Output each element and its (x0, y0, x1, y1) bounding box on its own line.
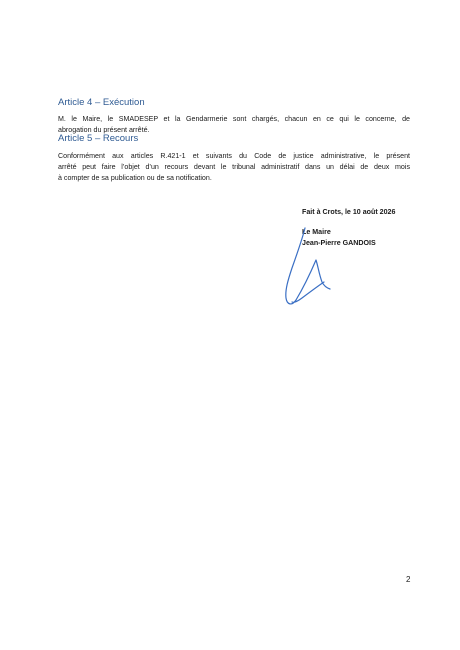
signatory-role: Le Maire (302, 228, 331, 236)
handwritten-signature (280, 226, 340, 312)
article-5-line: arrêté peut faire l’objet d’un recours devant le tribunal administratif dans un délai de deux mois (58, 162, 410, 171)
place-and-date: Fait à Crots, le 10 août 2026 (302, 208, 396, 216)
article-4-heading: Article 4 – Exécution (58, 97, 145, 108)
article-5-heading: Article 5 – Recours (58, 133, 139, 144)
article-4-line: M. le Maire, le SMADESEP et la Gendarmerie sont chargés, chacun en ce qui le concerne, de (58, 115, 410, 123)
article-5-text (58, 151, 410, 183)
article-5-line: à compter de sa publication ou de sa notification. (58, 173, 212, 182)
article-5-line: Conformément aux articles R.421-1 et suivants du Code de justice administrative, le présent (58, 152, 410, 160)
page-number: 2 (406, 575, 411, 584)
article-4-line: abrogation du présent arrêté. (58, 125, 150, 134)
signatory-name: Jean-Pierre GANDOIS (302, 239, 376, 247)
